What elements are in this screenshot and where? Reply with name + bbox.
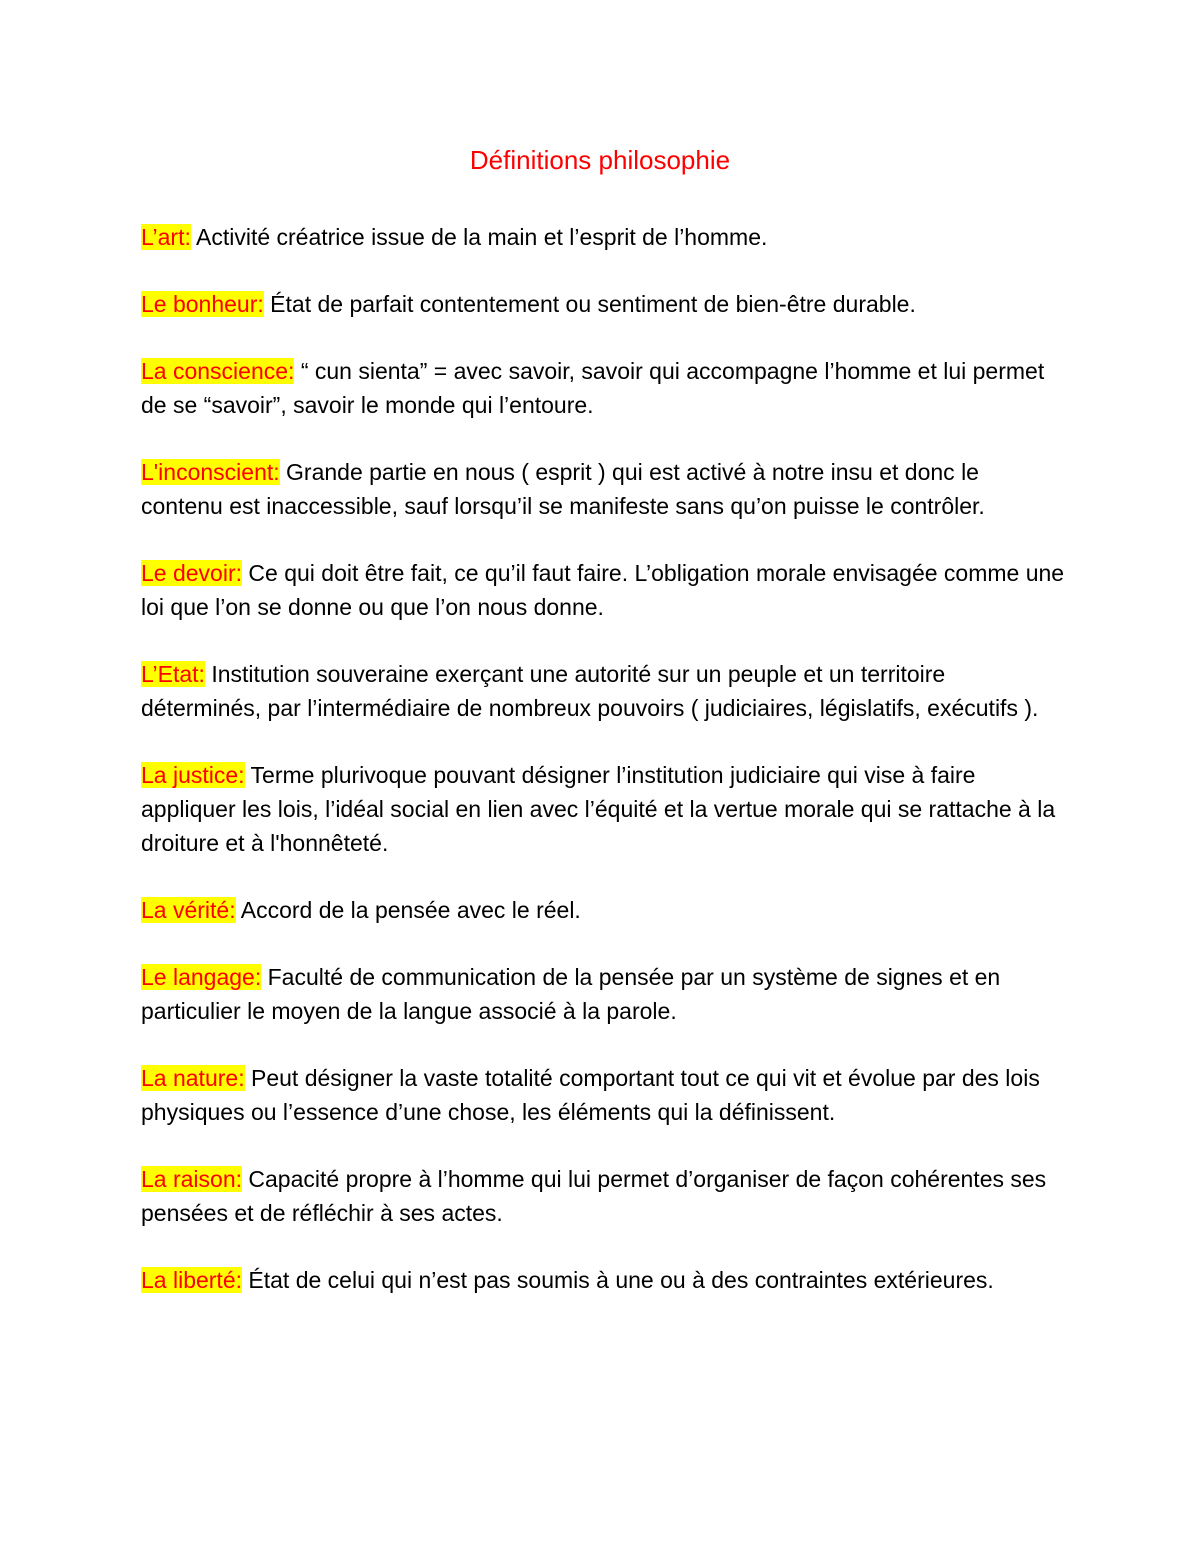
definition-text: Capacité propre à l’homme qui lui permet d’organiser de façon cohérentes ses pensées et de réfléchir à ses actes. xyxy=(141,1166,1047,1226)
definition-text: Terme plurivoque pouvant désigner l’institution judiciaire qui vise à faire appliquer les lois, l’idéal social en lien avec l’équité et la vertue morale qui se rattache à la droiture et à l'honnêteté. xyxy=(141,762,1056,856)
definition-term: La conscience: xyxy=(141,358,295,384)
definition-text: État de celui qui n’est pas soumis à une ou à des contraintes extérieures. xyxy=(242,1267,994,1293)
definition-conscience xyxy=(141,354,1066,422)
definition-term: Le bonheur: xyxy=(141,291,264,317)
definition-text: “ cun sienta” = avec savoir, savoir qui accompagne l’homme et lui permet de se “savoir”, savoir le monde qui l’entoure. xyxy=(141,358,1045,418)
definition-etat xyxy=(141,657,1066,725)
definition-text: État de parfait contentement ou sentiment de bien-être durable. xyxy=(263,291,916,317)
definition-term: L’Etat: xyxy=(141,661,205,687)
definition-justice xyxy=(141,758,1066,860)
definition-liberte xyxy=(141,1263,1066,1297)
definition-text: Faculté de communication de la pensée par un système de signes et en particulier le moyen de la langue associé à la parole. xyxy=(141,964,1001,1024)
document-title: Définitions philosophie xyxy=(469,145,731,175)
definition-art xyxy=(141,220,1066,254)
definition-raison xyxy=(141,1162,1066,1230)
definition-text: Grande partie en nous ( esprit ) qui est activé à notre insu et donc le contenu est inaccessible, sauf lorsqu’il se manifeste sans qu’on puisse le contrôler. xyxy=(141,459,985,519)
definition-term: Le langage: xyxy=(141,964,262,990)
definition-bonheur xyxy=(141,287,1066,321)
definition-inconscient xyxy=(141,455,1066,523)
definition-term: La liberté: xyxy=(141,1267,243,1293)
definition-langage xyxy=(141,960,1066,1028)
definition-text: Institution souveraine exerçant une autorité sur un peuple et un territoire déterminés, par l’intermédiaire de nombreux pouvoirs ( judiciaires, législatifs, exécutifs ). xyxy=(141,661,1039,721)
definition-term: L’art: xyxy=(141,224,191,250)
definition-term: L'inconscient: xyxy=(141,459,280,485)
definition-term: La raison: xyxy=(141,1166,243,1192)
definition-term: La nature: xyxy=(141,1065,245,1091)
definition-term: La vérité: xyxy=(141,897,236,923)
definition-term: Le devoir: xyxy=(141,560,243,586)
definition-text: Peut désigner la vaste totalité comportant tout ce qui vit et évolue par des lois physiques ou l’essence d’une chose, les éléments qui la définissent. xyxy=(141,1065,1040,1125)
definition-verite xyxy=(141,893,1066,927)
definition-nature xyxy=(141,1061,1066,1129)
definition-term: La justice: xyxy=(141,762,245,788)
definition-list xyxy=(141,220,1066,1330)
definition-text: Accord de la pensée avec le réel. xyxy=(235,897,581,923)
definition-devoir xyxy=(141,556,1066,624)
definition-text: Activité créatrice issue de la main et l’esprit de l’homme. xyxy=(190,224,768,250)
definition-text: Ce qui doit être fait, ce qu’il faut faire. L’obligation morale envisagée comme une loi que l’on se donne ou que l’on nous donne. xyxy=(141,560,1065,620)
